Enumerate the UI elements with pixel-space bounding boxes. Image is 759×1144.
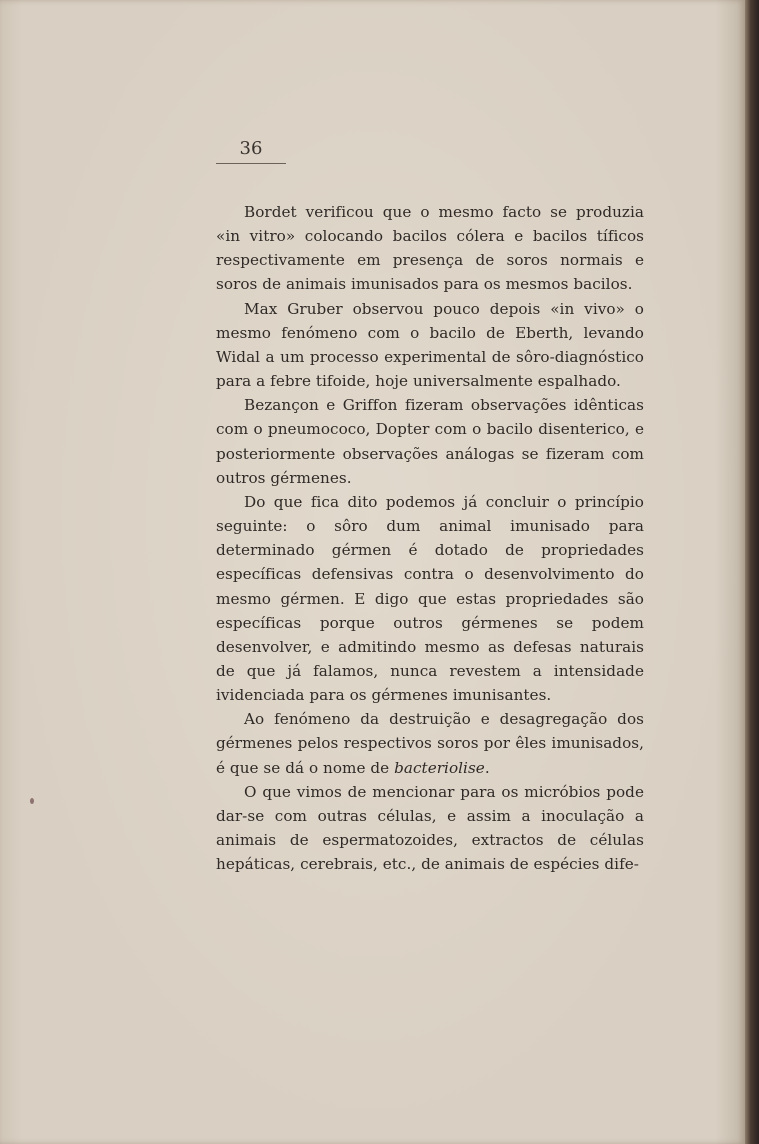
page-edge — [745, 0, 759, 1144]
paragraph-1: Bordet verificou que o mesmo facto se produzia «in vitro» colocando bacilos cólera e bacilos tíficos respectivamente em presença de soros normais e soros de animais imunisados para os mesmos bacilos. — [216, 203, 644, 294]
paragraph-5 — [216, 707, 644, 779]
paragraph-6: O que vimos de mencionar para os micróbios pode dar-se com outras células, e assim a inoculação a animais de espermatozoides, extractos de células hepáticas, cerebrais, etc., de animais de espécies dife- — [216, 782, 644, 874]
paragraph-2: Max Gruber observou pouco depois «in vivo» o mesmo fenómeno com o bacilo de Eberth, levando Widal a um processo experimental de sôro-diagnóstico para a febre tifoide, hoje universalmente espalhado. — [216, 299, 644, 391]
body-text — [216, 200, 644, 876]
page-number: 36 — [216, 138, 286, 164]
paragraph-3: Bezançon e Griffon fizeram observações idênticas com o pneumococo, Dopter com o bacilo disenterico, e posteriormente observações análogas se fizeram com outros gérmenes. — [216, 396, 644, 487]
paragraph-4: Do que fica dito podemos já concluir o princípio seguinte: o sôro dum animal imunisado para determinado gérmen é dotado de propriedades específicas defensivas contra o desenvolvimento do mesmo gérmen. E digo que estas propriedades são específicas porque outros gérmenes se podem desenvolver, e admitindo mesmo as defesas naturais de que já falamos, nunca revestem a intensidade ividenciada para os gérmenes imunisantes. — [216, 492, 644, 705]
ink-speck — [30, 798, 34, 804]
paragraph-5-end: . — [484, 758, 490, 777]
paragraph-5-text: Ao fenómeno da destruição e desagregação dos gérmenes pelos respectivos soros por êles imunisados, é que se dá o nome de — [216, 710, 644, 777]
term-bacteriolise: bacteriolise — [394, 758, 485, 777]
